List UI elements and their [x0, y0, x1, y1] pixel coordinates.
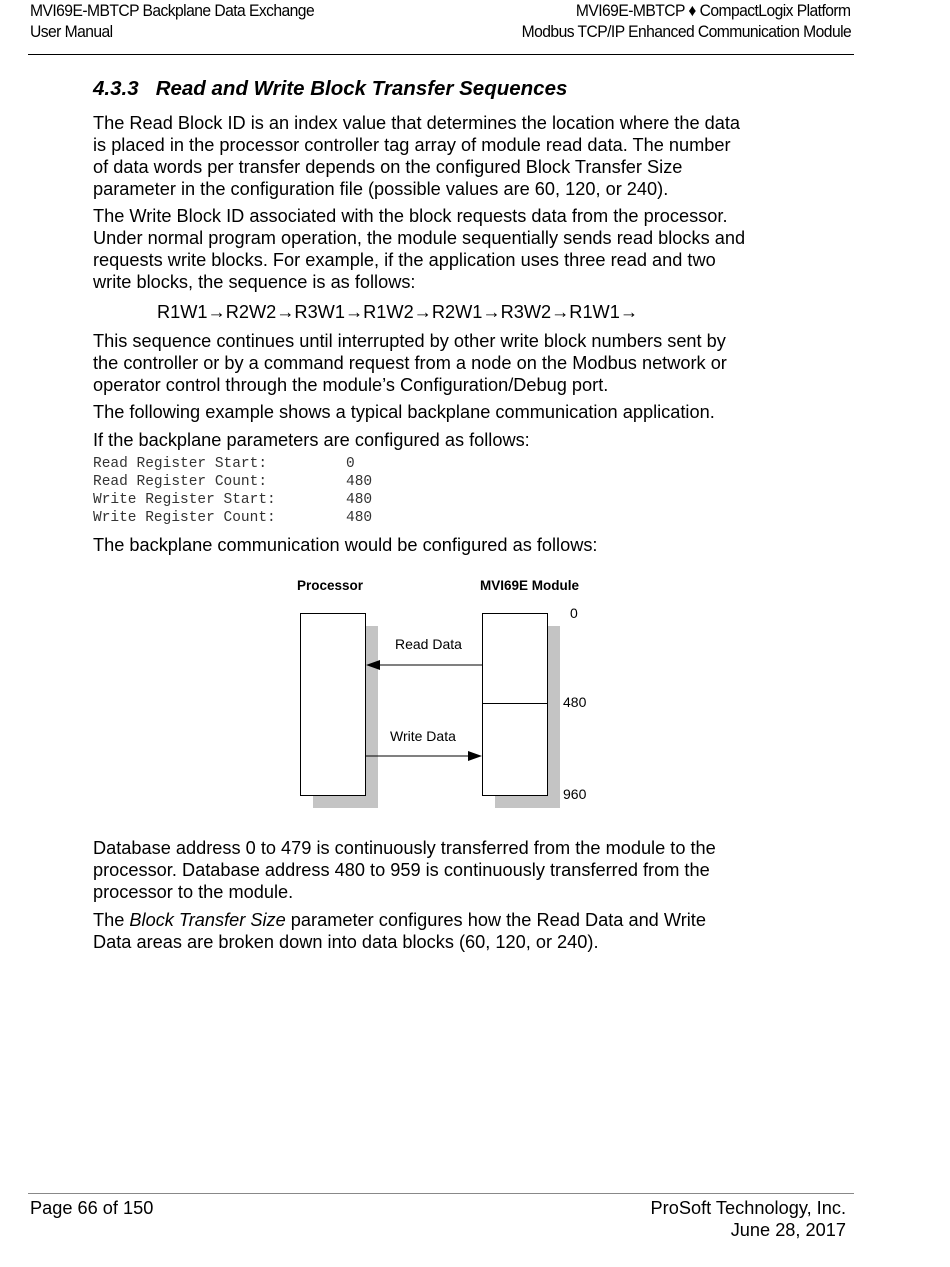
address-480: 480 — [563, 694, 587, 710]
paragraph-sequence-continues: This sequence continues until interrupted by other write block numbers sent by the controller or by a command request from a node on the Modbus network or operator control through the module’s Configuration/Debug port. — [93, 331, 727, 395]
config-line: Write Register Count: 480 — [93, 510, 373, 526]
header-module: Modbus TCP/IP Enhanced Communication Module — [521, 22, 851, 41]
config-line: Write Register Start: 480 — [93, 492, 373, 508]
address-960: 960 — [563, 786, 587, 802]
footer-rule — [28, 1193, 854, 1194]
header-product: MVI69E-MBTCP ♦ CompactLogix Platform — [576, 1, 851, 20]
footer-company: ProSoft Technology, Inc. — [650, 1198, 846, 1218]
config-line: Read Register Count: 480 — [93, 474, 373, 490]
read-data-label: Read Data — [395, 636, 462, 652]
config-line: Read Register Start: 0 — [93, 456, 355, 472]
paragraph-diagram-intro: The backplane communication would be configured as follows: — [93, 535, 598, 555]
page-number: Page 66 of 150 — [30, 1198, 154, 1218]
read-arrow-head — [366, 660, 380, 670]
footer-date: June 28, 2017 — [730, 1220, 846, 1240]
address-0: 0 — [570, 605, 578, 621]
paragraph-example: The following example shows a typical backplane communication application. — [93, 402, 715, 422]
paragraph-write-block: The Write Block ID associated with the block requests data from the processor. Under normal program operation, the module sequentially sends read blocks and requests write blocks. For example, if the application uses three read and two write blocks, the sequence is as follows: — [93, 206, 746, 292]
paragraph-params-intro: If the backplane parameters are configured as follows: — [93, 430, 530, 450]
write-arrow-head — [468, 751, 482, 761]
module-label: MVI69E Module — [480, 578, 580, 593]
write-data-label: Write Data — [390, 728, 456, 744]
sequence-text: R1W1→R2W2→R3W1→R1W2→R2W1→R3W2→R1W1→ — [157, 302, 639, 322]
paragraph-read-block: The Read Block ID is an index value that determines the location where the data is placed in the processor controller tag array of module read data. The number of data words per transfer depends on the configured Block Transfer Size parameter in the configuration file (possible values are 60, 120, or 240). — [93, 113, 741, 199]
paragraph-database-address: Database address 0 to 479 is continuously transferred from the module to the processor. Database address 480 to 959 is continuously transferred from the processor to the module. — [93, 838, 716, 902]
header-doc-title: MVI69E-MBTCP Backplane Data Exchange — [30, 1, 315, 20]
paragraph-block-transfer-size: The Block Transfer Size parameter configures how the Read Data and Write Data areas are broken down into data blocks (60, 120, or 240). — [93, 910, 706, 952]
processor-label: Processor — [297, 578, 364, 593]
header-doc-type: User Manual — [30, 22, 113, 41]
section-heading: 4.3.3 Read and Write Block Transfer Sequences — [93, 77, 568, 100]
